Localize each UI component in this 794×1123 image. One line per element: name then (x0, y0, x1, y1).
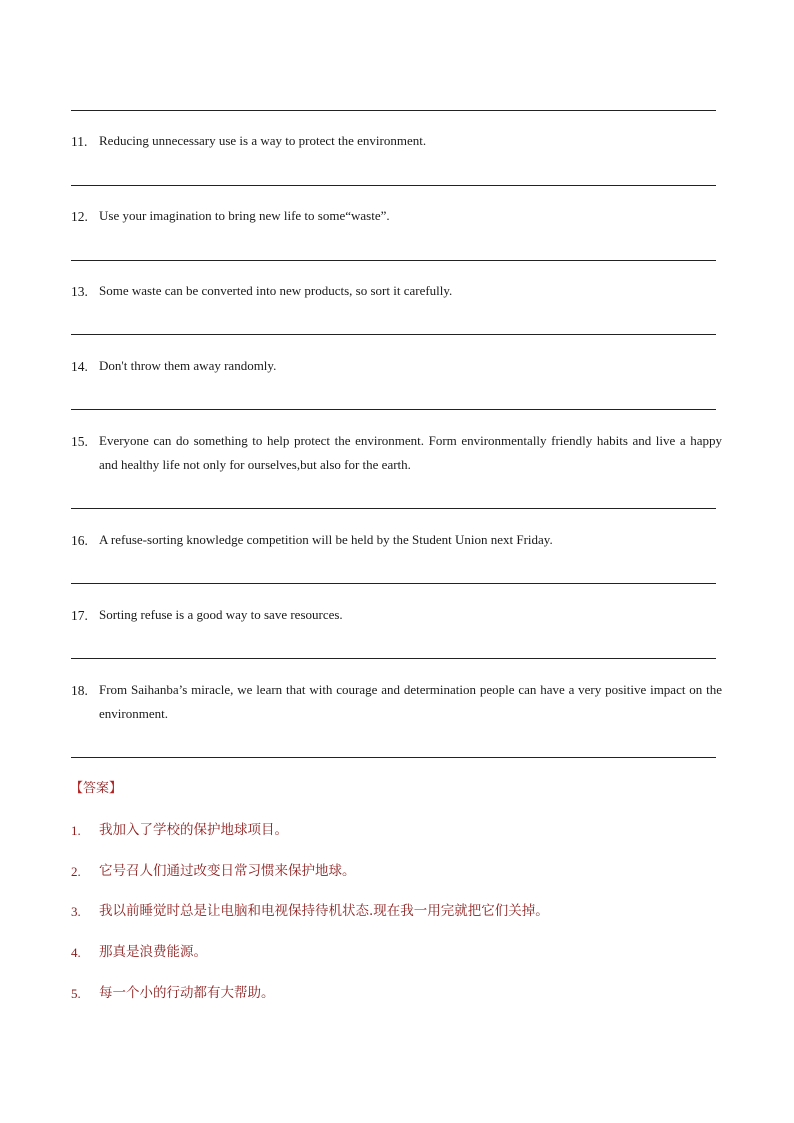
question-item (71, 204, 722, 228)
question-number: 11. (71, 134, 88, 149)
answer-line[interactable] (71, 757, 716, 758)
question-text: Don't throw them away randomly. (99, 358, 277, 373)
answer-text: 那真是浪费能源。 (99, 944, 207, 960)
question-item (71, 528, 722, 552)
answer-item (71, 942, 711, 962)
answer-item (71, 901, 711, 921)
question-item (71, 678, 722, 726)
answer-text: 我以前睡觉时总是让电脑和电视保持待机状态.现在我一用完就把它们关掉。 (99, 903, 549, 919)
question-number: 14. (71, 359, 88, 374)
answer-number: 3. (71, 904, 81, 919)
question-number: 17. (71, 608, 88, 623)
answer-text: 它号召人们通过改变日常习惯来保护地球。 (99, 863, 356, 879)
question-text: Everyone can do something to help protect the environment. Form environmentally friendly habits and live a happy and healthy life not only for ourselves,but also for the earth. (99, 433, 722, 472)
answer-item (71, 983, 711, 1003)
question-text: Some waste can be converted into new products, so sort it carefully. (99, 283, 453, 298)
answer-line[interactable] (71, 110, 716, 111)
answer-line[interactable] (71, 583, 716, 584)
answer-line[interactable] (71, 658, 716, 659)
question-number: 12. (71, 209, 88, 224)
answer-heading-text: 答案 (83, 781, 110, 796)
answer-line[interactable] (71, 508, 716, 509)
question-item (71, 603, 722, 627)
question-text: From Saihanba’s miracle, we learn that with courage and determination people can have a very positive impact on the environment. (99, 682, 722, 721)
question-number: 13. (71, 284, 88, 299)
answer-line[interactable] (71, 185, 716, 186)
answer-item (71, 861, 711, 881)
answer-item (71, 820, 711, 840)
answer-line[interactable] (71, 409, 716, 410)
question-text: Use your imagination to bring new life to some“waste”. (99, 208, 390, 223)
answer-number: 4. (71, 945, 81, 960)
answer-text: 我加入了学校的保护地球项目。 (99, 822, 288, 838)
answer-number: 5. (71, 986, 81, 1001)
question-item (71, 429, 722, 477)
question-number: 15. (71, 434, 88, 449)
bracket-open: 【 (70, 781, 84, 796)
question-text: Sorting refuse is a good way to save resources. (99, 607, 343, 622)
answer-number: 2. (71, 864, 81, 879)
answer-number: 1. (71, 823, 81, 838)
answer-line[interactable] (71, 334, 716, 335)
answer-line[interactable] (71, 260, 716, 261)
question-number: 16. (71, 533, 88, 548)
question-item (71, 129, 722, 153)
question-text: A refuse-sorting knowledge competition will be held by the Student Union next Friday. (99, 532, 553, 547)
question-item (71, 279, 722, 303)
question-text: Reducing unnecessary use is a way to protect the environment. (99, 133, 427, 148)
answer-text: 每一个小的行动都有大帮助。 (99, 985, 275, 1001)
answer-heading (70, 779, 122, 799)
question-item (71, 354, 722, 378)
question-number: 18. (71, 683, 88, 698)
bracket-close: 】 (109, 781, 123, 796)
